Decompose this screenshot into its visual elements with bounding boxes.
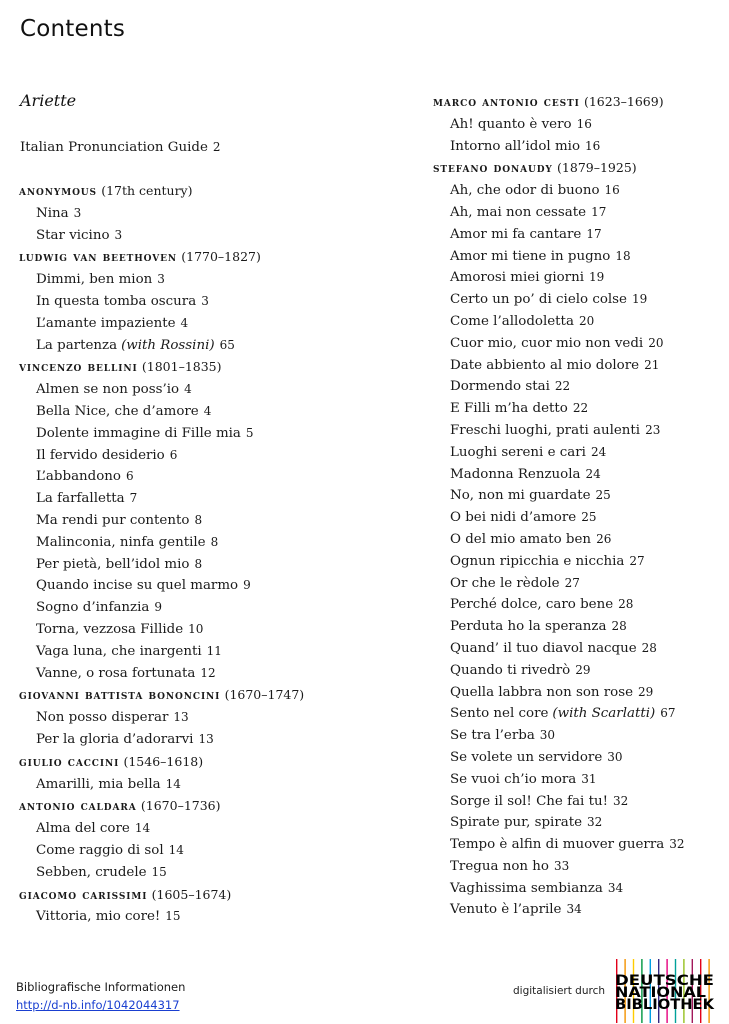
- song-entry: [433, 507, 685, 529]
- song-entry: [19, 818, 304, 840]
- song-entry: [433, 769, 685, 791]
- song-page: 4: [184, 382, 192, 397]
- song-page: 13: [198, 731, 214, 746]
- song-title: Freschi luoghi, prati aulenti: [450, 422, 641, 438]
- song-entry: [433, 834, 685, 856]
- song-title: Quella labbra non son rose: [450, 684, 634, 700]
- song-entry: [19, 335, 304, 357]
- song-entry: [19, 862, 304, 884]
- song-entry: [433, 725, 685, 747]
- song-page: 14: [168, 842, 184, 857]
- song-page: 28: [611, 619, 627, 634]
- song-page: 15: [165, 909, 181, 924]
- song-title: Non posso disperar: [36, 710, 169, 726]
- song-entry: [19, 423, 304, 445]
- song-entry: [433, 551, 685, 573]
- song-entry: [433, 246, 685, 268]
- song-entry: [433, 114, 685, 136]
- song-title: Spirate pur, spirate: [450, 815, 583, 831]
- song-title: La partenza: [36, 337, 118, 353]
- song-title: Star vicino: [36, 227, 110, 243]
- composer-heading: [19, 180, 304, 203]
- song-page: 22: [572, 401, 589, 416]
- song-entry: [433, 573, 685, 595]
- song-entry: [19, 619, 304, 641]
- song-page: 21: [644, 357, 660, 372]
- song-page: 19: [588, 270, 605, 285]
- song-page: 8: [194, 556, 203, 571]
- entry-page: 2: [212, 140, 221, 154]
- entry-title: Italian Pronunciation Guide: [20, 140, 208, 155]
- song-title: Vaga luna, che inargenti: [36, 643, 202, 659]
- song-page: 29: [575, 662, 591, 677]
- song-page: 3: [157, 272, 165, 287]
- composer-name: antonio caldara: [19, 798, 137, 814]
- song-title: Quando incise su quel marmo: [36, 578, 239, 594]
- song-entry: [19, 225, 304, 247]
- song-page: 11: [206, 643, 222, 658]
- song-page: 32: [612, 793, 629, 808]
- song-page: 33: [553, 858, 570, 873]
- composer-heading: [19, 246, 304, 269]
- song-entry: [19, 445, 304, 467]
- song-page: 24: [585, 466, 601, 481]
- song-entry: [433, 224, 685, 246]
- song-entry: [433, 812, 685, 834]
- song-entry: [433, 442, 685, 464]
- song-page: 25: [581, 510, 597, 525]
- song-title: Dimmi, ben mion: [36, 272, 153, 288]
- song-title: Se tra l’erba: [450, 728, 535, 744]
- bibliographic-info-label: Bibliografische Informationen: [16, 980, 186, 994]
- song-page: 13: [173, 710, 189, 725]
- song-page: 22: [554, 379, 571, 394]
- song-page: 17: [591, 204, 607, 219]
- song-title: Amor mi fa cantare: [450, 226, 582, 242]
- song-title: Amarilli, mia bella: [36, 776, 161, 792]
- composer-heading: [433, 91, 685, 114]
- song-title: Come raggio di sol: [36, 842, 164, 858]
- song-entry: [433, 376, 685, 398]
- song-title: Dormendo stai: [450, 379, 550, 395]
- song-title: Sorge il sol! Che fai tu!: [450, 793, 608, 809]
- composer-dates: (1623–1669): [583, 94, 664, 109]
- song-entry: [19, 488, 304, 510]
- song-title: Quando ti rivedrò: [450, 662, 571, 678]
- song-entry: [19, 774, 304, 796]
- song-page: 27: [629, 553, 645, 568]
- song-entry: [19, 575, 304, 597]
- song-page: 34: [566, 902, 582, 917]
- logo-stripe: [708, 959, 709, 1023]
- song-page: 18: [615, 248, 631, 263]
- song-title: La farfalletta: [36, 491, 125, 507]
- song-title: E Filli m’ha detto: [450, 401, 568, 417]
- song-entry: [19, 597, 304, 619]
- song-entry: [19, 641, 304, 663]
- song-title: Venuto è l’aprile: [450, 902, 562, 918]
- song-page: 30: [539, 728, 556, 743]
- song-title: Bella Nice, che d’amore: [36, 403, 199, 419]
- composer-heading: [19, 751, 304, 774]
- song-title: O del mio amato ben: [450, 531, 592, 547]
- song-page: 24: [590, 444, 607, 459]
- song-title: Ah! quanto è vero: [450, 116, 572, 132]
- song-page: 32: [669, 837, 685, 852]
- composer-dates: (1801–1835): [141, 359, 222, 375]
- song-entry: [433, 594, 685, 616]
- song-entry: [19, 379, 304, 401]
- song-page: 12: [200, 665, 216, 680]
- song-page: 19: [631, 292, 648, 307]
- song-page: 14: [165, 776, 181, 791]
- song-title: Amor mi tiene in pugno: [450, 248, 611, 264]
- song-entry: [433, 289, 685, 311]
- page-title: Contents: [20, 16, 126, 42]
- bibliographic-info-link[interactable]: http://d-nb.info/1042044317: [16, 998, 180, 1012]
- song-page: 6: [126, 469, 134, 484]
- song-page: 25: [595, 488, 611, 503]
- song-page: 65: [219, 337, 235, 352]
- song-page: 10: [188, 621, 204, 636]
- song-title: Torna, vezzosa Fillide: [36, 621, 184, 637]
- composer-heading: [19, 795, 304, 818]
- composer-name: giulio caccini: [19, 753, 120, 769]
- song-entry: [433, 202, 685, 224]
- contents-left-column: [19, 180, 304, 928]
- song-title: Ah, mai non cessate: [450, 204, 587, 220]
- song-page: 3: [114, 227, 123, 242]
- song-entry: [433, 180, 685, 202]
- song-page: 9: [243, 578, 251, 593]
- song-entry: [433, 682, 685, 704]
- song-entry: [19, 663, 304, 685]
- pronunciation-guide-entry: [20, 137, 221, 158]
- song-title: Vaghissima sembianza: [450, 880, 603, 896]
- composer-heading: [433, 157, 685, 180]
- song-page: 16: [604, 183, 620, 198]
- composer-name: marco antonio cesti: [433, 94, 580, 109]
- song-page: 20: [578, 313, 595, 328]
- song-entry: [433, 464, 685, 486]
- song-page: 16: [585, 138, 601, 153]
- composer-heading: [19, 884, 304, 907]
- composer-name: giacomo carissimi: [19, 886, 148, 902]
- song-entry: [433, 136, 685, 158]
- composer-name: giovanni battista bononcini: [19, 687, 221, 703]
- song-page: 29: [638, 684, 654, 699]
- song-entry: [433, 878, 685, 900]
- song-entry: [433, 899, 685, 921]
- song-entry: [19, 313, 304, 335]
- song-title: Ah, che odor di buono: [450, 183, 600, 199]
- digitized-by-label: digitalisiert durch: [513, 985, 606, 997]
- bibliographic-info: [16, 978, 185, 1014]
- song-page: 27: [564, 575, 580, 590]
- dnb-logo: [613, 959, 717, 1023]
- song-page: 3: [73, 205, 82, 220]
- song-entry: [433, 529, 685, 551]
- song-title: Ma rendi pur contento: [36, 512, 190, 528]
- song-title: Tregua non ho: [450, 858, 549, 874]
- composer-heading: [19, 356, 304, 379]
- song-title: Dolente immagine di Fille mia: [36, 425, 241, 441]
- song-entry: [433, 267, 685, 289]
- song-entry: [19, 401, 304, 423]
- composer-name: vincenzo bellini: [19, 359, 138, 375]
- song-entry: [433, 747, 685, 769]
- song-page: 30: [607, 749, 623, 764]
- song-page: 4: [203, 403, 212, 418]
- song-page: 67: [660, 706, 676, 721]
- song-title: Sebben, crudele: [36, 864, 147, 880]
- composer-name: stefano donaudy: [433, 160, 553, 176]
- song-title: Tempo è alfin di muover guerra: [450, 837, 665, 853]
- song-entry: [19, 906, 304, 928]
- song-title: Quand’ il tuo diavol nacque: [450, 640, 637, 656]
- composer-dates: (1770–1827): [181, 249, 261, 265]
- composer-dates: (1670–1736): [140, 798, 221, 814]
- song-title: Amorosi miei giorni: [450, 270, 584, 286]
- song-page: 28: [641, 640, 657, 655]
- composer-dates: (1670–1747): [224, 687, 305, 703]
- song-page: 28: [618, 597, 634, 612]
- song-title: In questa tomba oscura: [36, 293, 197, 309]
- logo-line-2: NATIONAL: [615, 985, 707, 1001]
- song-title: Date abbiento al mio dolore: [450, 357, 640, 373]
- song-page: 34: [607, 880, 624, 895]
- song-title: Per la gloria d’adorarvi: [36, 731, 194, 747]
- song-page: 20: [648, 335, 664, 350]
- song-page: 32: [587, 815, 603, 830]
- song-title: Sogno d’infanzia: [36, 600, 150, 616]
- song-page: 17: [586, 226, 602, 241]
- song-title: Sento nel core: [450, 706, 549, 722]
- section-title: Ariette: [20, 91, 77, 110]
- song-title: Luoghi sereni e cari: [450, 444, 586, 460]
- song-title: L’amante impaziente: [36, 315, 176, 331]
- song-entry: [433, 485, 685, 507]
- song-title: No, non mi guardate: [450, 488, 591, 504]
- song-title: Ognun ripicchia e nicchia: [450, 553, 625, 569]
- song-entry: [433, 333, 685, 355]
- song-title: Alma del core: [36, 821, 130, 837]
- contents-right-column: [433, 91, 685, 921]
- composer-dates: (17th century): [101, 183, 193, 198]
- song-entry: [433, 703, 685, 725]
- song-title: Perché dolce, caro bene: [450, 597, 614, 613]
- song-title: Certo un po’ di cielo colse: [450, 292, 627, 308]
- song-page: 14: [134, 821, 151, 836]
- song-title: Per pietà, bell’idol mio: [36, 556, 190, 572]
- logo-line-3: BIBLIOTHEK: [615, 997, 716, 1013]
- song-title: Perduta ho la speranza: [450, 619, 607, 635]
- composer-dates: (1546–1618): [123, 753, 204, 769]
- composer-name: anonymous: [19, 183, 97, 198]
- song-page: 15: [151, 864, 167, 879]
- song-entry: [19, 554, 304, 576]
- song-page: 9: [154, 600, 163, 615]
- song-entry: [433, 311, 685, 333]
- song-page: 26: [596, 531, 612, 546]
- song-entry: [433, 398, 685, 420]
- song-title: Se vuoi ch’io mora: [450, 771, 577, 787]
- song-title: Malinconia, ninfa gentile: [36, 534, 206, 550]
- song-page: 31: [581, 771, 597, 786]
- song-entry: [433, 638, 685, 660]
- song-title: Vanne, o rosa fortunata: [36, 665, 196, 681]
- song-page: 5: [245, 425, 254, 440]
- song-entry: [433, 660, 685, 682]
- song-entry: [19, 532, 304, 554]
- song-entry: [433, 791, 685, 813]
- song-page: 8: [210, 534, 219, 549]
- song-title: L’abbandono: [36, 469, 121, 485]
- song-title: Cuor mio, cuor mio non vedi: [450, 335, 644, 351]
- song-title: Intorno all’idol mio: [450, 138, 581, 154]
- song-entry: [19, 510, 304, 532]
- composer-dates: (1879–1925): [557, 160, 637, 176]
- composer-name: ludwig van beethoven: [19, 249, 177, 265]
- song-title: Il fervido desiderio: [36, 447, 165, 463]
- song-title: Or che le rèdole: [450, 575, 560, 591]
- composer-heading: [19, 684, 304, 707]
- song-entry: [19, 707, 304, 729]
- song-page: 6: [169, 447, 178, 462]
- song-title: O bei nidi d’amore: [450, 510, 577, 526]
- song-page: 8: [194, 512, 203, 527]
- song-title: Madonna Renzuola: [450, 466, 581, 482]
- song-entry: [19, 466, 304, 488]
- song-note: (with Rossini): [121, 337, 215, 353]
- song-title: Se volete un servidore: [450, 749, 603, 765]
- song-entry: [19, 269, 304, 291]
- song-entry: [433, 856, 685, 878]
- logo-line-1: DEUTSCHE: [615, 973, 714, 989]
- song-title: Almen se non poss’io: [36, 382, 180, 398]
- song-page: 23: [645, 422, 661, 437]
- song-title: Vittoria, mio core!: [36, 909, 161, 925]
- song-entry: [433, 616, 685, 638]
- song-entry: [433, 355, 685, 377]
- song-page: 16: [576, 116, 592, 131]
- song-entry: [433, 420, 685, 442]
- song-title: Nina: [36, 205, 69, 221]
- song-title: Come l’allodoletta: [450, 313, 574, 329]
- song-entry: [19, 840, 304, 862]
- song-entry: [19, 291, 304, 313]
- song-entry: [19, 729, 304, 751]
- song-page: 3: [201, 293, 209, 308]
- song-page: 4: [180, 315, 189, 330]
- song-page: 7: [129, 491, 138, 506]
- song-entry: [19, 203, 304, 225]
- composer-dates: (1605–1674): [151, 886, 232, 902]
- song-note: (with Scarlatti): [552, 706, 656, 722]
